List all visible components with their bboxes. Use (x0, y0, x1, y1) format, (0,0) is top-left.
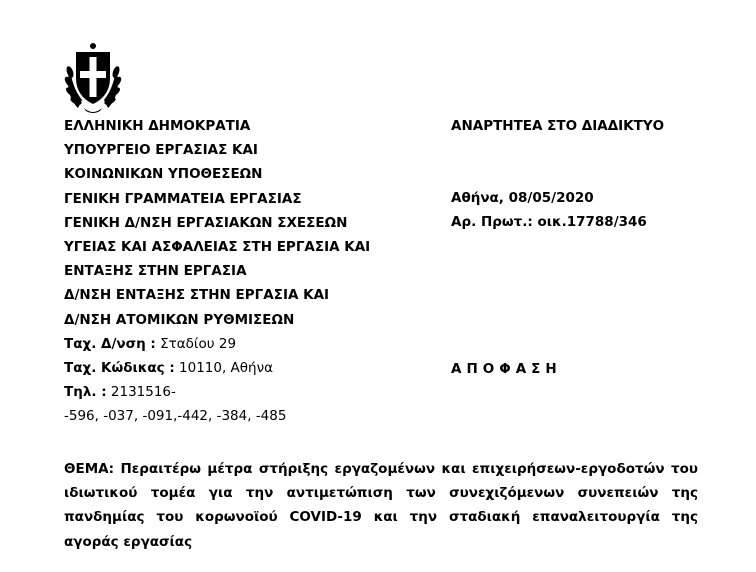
authority-line: Δ/ΝΣΗ ΕΝΤΑΞΗΣ ΣΤΗΝ ΕΡΓΑΣΙΑ ΚΑΙ (64, 287, 330, 304)
address-label: Ταχ. Δ/νση : (64, 335, 156, 352)
address-value: Σταδίου 29 (155, 335, 237, 352)
subject-label: ΘΕΜΑ: (64, 461, 114, 477)
postcode-value: 10110, Αθήνα (174, 359, 274, 376)
authority-line: ΚΟΙΝΩΝΙΚΩΝ ΥΠΟΘΕΣΕΩΝ (64, 166, 263, 183)
decision-title: ΑΠΟΦΑΣΗ (451, 361, 562, 377)
phone-value: 2131516- (106, 384, 176, 401)
subject-text: Περαιτέρω μέτρα στήριξης εργαζομένων και επιχειρήσεων-εργοδοτών του ιδιωτικού τομέα για την αντιμετώπιση των συνεχιζόμενων συνεπειών της πανδημίας του κορωνοϊού COVID-19 και την σταδιακή επαναλειτουργία της αγοράς εργασίας (64, 461, 698, 550)
postcode-label: Ταχ. Κώδικας : (64, 359, 175, 376)
phone-line (64, 380, 444, 404)
postcode-line (64, 356, 444, 380)
phone-label: Τηλ. : (64, 384, 107, 401)
authority-line: Δ/ΝΣΗ ΑΤΟΜΙΚΩΝ ΡΥΘΜΙΣΕΩΝ (64, 311, 295, 328)
address-line (64, 332, 444, 356)
authority-line: ΓΕΝΙΚΗ Δ/ΝΣΗ ΕΡΓΑΣΙΑΚΩΝ ΣΧΕΣΕΩΝ (64, 214, 348, 231)
protocol-number: Αρ. Πρωτ.: οικ.17788/346 (451, 214, 647, 231)
subject-paragraph (64, 457, 698, 554)
authority-line: ΕΝΤΑΞΗΣ ΣΤΗΝ ΕΡΓΑΣΙΑ (64, 263, 247, 280)
phone-extensions: -596, -037, -091,-442, -384, -485 (64, 408, 287, 425)
authority-line: ΥΓΕΙΑΣ ΚΑΙ ΑΣΦΑΛΕΙΑΣ ΣΤΗ ΕΡΓΑΣΙΑ ΚΑΙ (64, 238, 371, 255)
authority-line: ΕΛΛΗΝΙΚΗ ΔΗΜΟΚΡΑΤΙΑ (64, 118, 251, 134)
date-protocol-block (451, 186, 647, 234)
authority-line: ΓΕΝΙΚΗ ΓΡΑΜΜΑΤΕΙΑ ΕΡΓΑΣΙΑΣ (64, 190, 302, 207)
issuing-authority-block (64, 114, 444, 428)
date-line: Αθήνα, 08/05/2020 (451, 190, 594, 206)
posting-notice: ΑΝΑΡΤΗΤΕΑ ΣΤΟ ΔΙΑΔΙΚΤΥΟ (451, 118, 665, 134)
greek-coat-of-arms-icon (64, 38, 122, 116)
authority-line: ΥΠΟΥΡΓΕΙΟ ΕΡΓΑΣΙΑΣ ΚΑΙ (64, 142, 258, 159)
